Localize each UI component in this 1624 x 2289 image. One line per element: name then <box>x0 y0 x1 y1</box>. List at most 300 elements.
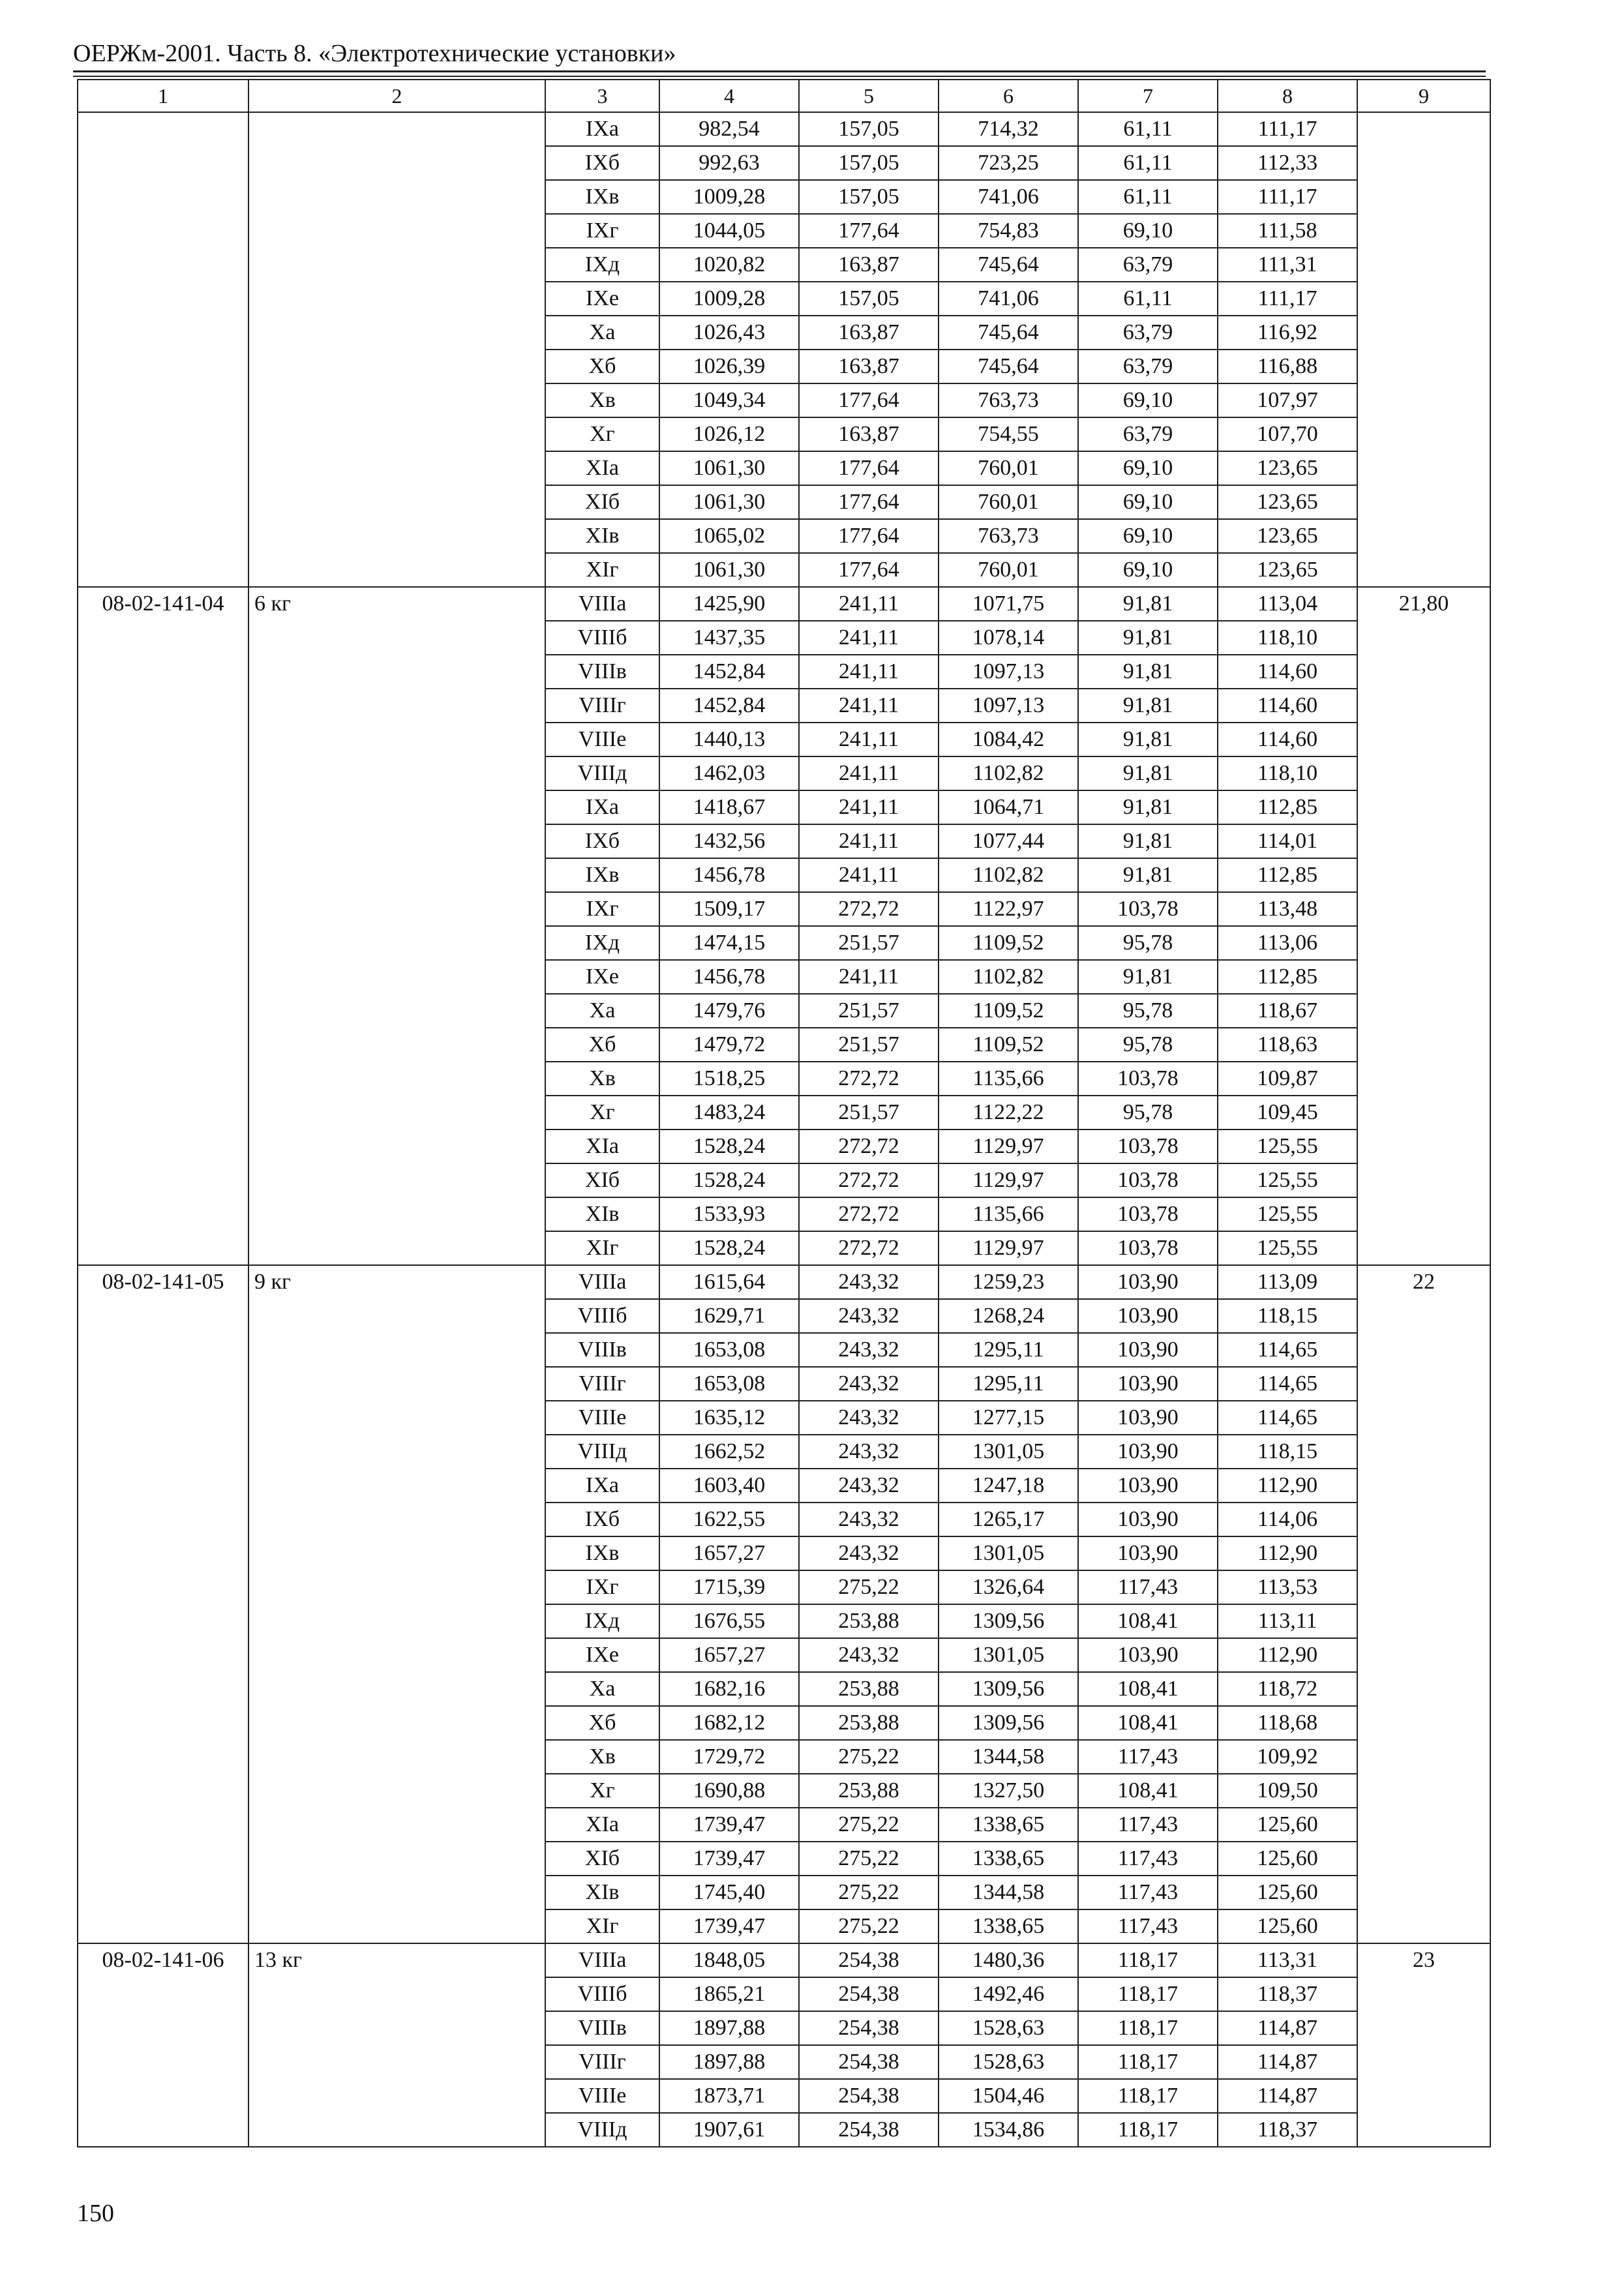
value-cell: 108,41 <box>1078 1706 1218 1740</box>
value-cell: 763,73 <box>939 519 1078 553</box>
value-cell: 1129,97 <box>939 1163 1078 1197</box>
value-cell: 1615,64 <box>659 1265 799 1299</box>
value-cell: 125,60 <box>1218 1909 1357 1943</box>
page-number: 150 <box>77 2200 114 2227</box>
zone-cell: XIа <box>545 451 659 485</box>
value-cell: 1676,55 <box>659 1604 799 1638</box>
value-cell: 118,10 <box>1218 756 1357 790</box>
rate-name: 6 кг <box>248 587 545 1265</box>
column-number: 3 <box>545 80 659 112</box>
value-cell: 1109,52 <box>939 994 1078 1028</box>
value-cell: 272,72 <box>799 1163 939 1197</box>
value-cell: 109,92 <box>1218 1740 1357 1774</box>
value-cell: 107,70 <box>1218 417 1357 451</box>
value-cell: 1897,88 <box>659 2045 799 2079</box>
value-cell: 1690,88 <box>659 1774 799 1808</box>
value-cell: 243,32 <box>799 1367 939 1401</box>
value-cell: 118,17 <box>1078 1943 1218 1977</box>
value-cell: 1509,17 <box>659 892 799 926</box>
labor-value <box>1357 112 1490 587</box>
value-cell: 118,37 <box>1218 1977 1357 2011</box>
value-cell: 1061,30 <box>659 553 799 587</box>
value-cell: 112,33 <box>1218 146 1357 180</box>
value-cell: 1097,13 <box>939 655 1078 689</box>
value-cell: 754,83 <box>939 214 1078 248</box>
value-cell: 1729,72 <box>659 1740 799 1774</box>
zone-cell: VIIIе <box>545 723 659 756</box>
zone-cell: XIб <box>545 1163 659 1197</box>
value-cell: 109,50 <box>1218 1774 1357 1808</box>
price-table <box>77 79 1491 2147</box>
zone-cell: XIб <box>545 485 659 519</box>
value-cell: 1326,64 <box>939 1570 1078 1604</box>
value-cell: 91,81 <box>1078 756 1218 790</box>
value-cell: 1309,56 <box>939 1672 1078 1706</box>
value-cell: 1533,93 <box>659 1197 799 1231</box>
value-cell: 103,78 <box>1078 892 1218 926</box>
value-cell: 114,60 <box>1218 689 1357 723</box>
value-cell: 745,64 <box>939 316 1078 350</box>
value-cell: 103,90 <box>1078 1638 1218 1672</box>
value-cell: 114,60 <box>1218 723 1357 756</box>
zone-cell: XIв <box>545 1197 659 1231</box>
value-cell: 1528,24 <box>659 1231 799 1265</box>
column-number: 7 <box>1078 80 1218 112</box>
value-cell: 157,05 <box>799 146 939 180</box>
zone-cell: Xв <box>545 383 659 417</box>
value-cell: 108,41 <box>1078 1774 1218 1808</box>
column-number: 6 <box>939 80 1078 112</box>
value-cell: 1026,12 <box>659 417 799 451</box>
value-cell: 177,64 <box>799 553 939 587</box>
value-cell: 103,90 <box>1078 1265 1218 1299</box>
zone-cell: Xа <box>545 316 659 350</box>
value-cell: 157,05 <box>799 180 939 214</box>
value-cell: 1528,24 <box>659 1163 799 1197</box>
zone-cell: XIг <box>545 1909 659 1943</box>
zone-cell: IXа <box>545 112 659 146</box>
value-cell: 243,32 <box>799 1536 939 1570</box>
rate-code: 08-02-141-05 <box>78 1265 248 1943</box>
value-cell: 116,92 <box>1218 316 1357 350</box>
value-cell: 157,05 <box>799 282 939 316</box>
value-cell: 1327,50 <box>939 1774 1078 1808</box>
value-cell: 243,32 <box>799 1638 939 1672</box>
value-cell: 1020,82 <box>659 248 799 282</box>
value-cell: 118,72 <box>1218 1672 1357 1706</box>
value-cell: 1102,82 <box>939 858 1078 892</box>
zone-cell: VIIIа <box>545 1265 659 1299</box>
value-cell: 275,22 <box>799 1570 939 1604</box>
value-cell: 1907,61 <box>659 2113 799 2147</box>
value-cell: 1528,63 <box>939 2045 1078 2079</box>
value-cell: 745,64 <box>939 350 1078 383</box>
zone-cell: VIIIе <box>545 1401 659 1435</box>
value-cell: 103,90 <box>1078 1469 1218 1503</box>
zone-cell: IXе <box>545 960 659 994</box>
value-cell: 1129,97 <box>939 1231 1078 1265</box>
value-cell: 243,32 <box>799 1503 939 1536</box>
value-cell: 1135,66 <box>939 1197 1078 1231</box>
zone-cell: IXг <box>545 214 659 248</box>
value-cell: 254,38 <box>799 2011 939 2045</box>
rate-name <box>248 112 545 587</box>
zone-cell: Xг <box>545 1774 659 1808</box>
value-cell: 177,64 <box>799 485 939 519</box>
value-cell: 763,73 <box>939 383 1078 417</box>
value-cell: 1865,21 <box>659 1977 799 2011</box>
value-cell: 63,79 <box>1078 316 1218 350</box>
table-row <box>78 587 1490 621</box>
value-cell: 125,60 <box>1218 1876 1357 1909</box>
value-cell: 275,22 <box>799 1909 939 1943</box>
value-cell: 253,88 <box>799 1706 939 1740</box>
column-number-row <box>78 80 1490 112</box>
table-row <box>78 1943 1490 1977</box>
value-cell: 275,22 <box>799 1808 939 1842</box>
value-cell: 114,65 <box>1218 1333 1357 1367</box>
value-cell: 251,57 <box>799 1096 939 1130</box>
value-cell: 103,90 <box>1078 1401 1218 1435</box>
column-number: 2 <box>248 80 545 112</box>
zone-cell: XIв <box>545 1876 659 1909</box>
value-cell: 61,11 <box>1078 180 1218 214</box>
value-cell: 1848,05 <box>659 1943 799 1977</box>
zone-cell: XIа <box>545 1130 659 1163</box>
value-cell: 992,63 <box>659 146 799 180</box>
value-cell: 113,09 <box>1218 1265 1357 1299</box>
value-cell: 1657,27 <box>659 1536 799 1570</box>
value-cell: 1662,52 <box>659 1435 799 1469</box>
value-cell: 118,17 <box>1078 1977 1218 2011</box>
value-cell: 112,90 <box>1218 1536 1357 1570</box>
zone-cell: XIг <box>545 553 659 587</box>
value-cell: 1534,86 <box>939 2113 1078 2147</box>
value-cell: 1739,47 <box>659 1909 799 1943</box>
value-cell: 114,06 <box>1218 1503 1357 1536</box>
value-cell: 1432,56 <box>659 824 799 858</box>
value-cell: 1061,30 <box>659 485 799 519</box>
value-cell: 741,06 <box>939 282 1078 316</box>
value-cell: 241,11 <box>799 756 939 790</box>
column-number: 1 <box>78 80 248 112</box>
value-cell: 1622,55 <box>659 1503 799 1536</box>
value-cell: 243,32 <box>799 1299 939 1333</box>
value-cell: 114,60 <box>1218 655 1357 689</box>
value-cell: 163,87 <box>799 350 939 383</box>
value-cell: 118,10 <box>1218 621 1357 655</box>
value-cell: 243,32 <box>799 1401 939 1435</box>
value-cell: 118,15 <box>1218 1299 1357 1333</box>
value-cell: 91,81 <box>1078 587 1218 621</box>
value-cell: 91,81 <box>1078 689 1218 723</box>
value-cell: 1044,05 <box>659 214 799 248</box>
value-cell: 117,43 <box>1078 1876 1218 1909</box>
value-cell: 272,72 <box>799 1231 939 1265</box>
value-cell: 1897,88 <box>659 2011 799 2045</box>
value-cell: 114,65 <box>1218 1367 1357 1401</box>
value-cell: 1456,78 <box>659 858 799 892</box>
rate-code: 08-02-141-04 <box>78 587 248 1265</box>
value-cell: 1259,23 <box>939 1265 1078 1299</box>
value-cell: 69,10 <box>1078 451 1218 485</box>
value-cell: 61,11 <box>1078 146 1218 180</box>
value-cell: 1739,47 <box>659 1842 799 1876</box>
value-cell: 1049,34 <box>659 383 799 417</box>
value-cell: 114,01 <box>1218 824 1357 858</box>
value-cell: 123,65 <box>1218 485 1357 519</box>
value-cell: 114,87 <box>1218 2011 1357 2045</box>
value-cell: 1026,39 <box>659 350 799 383</box>
value-cell: 1129,97 <box>939 1130 1078 1163</box>
value-cell: 241,11 <box>799 858 939 892</box>
value-cell: 163,87 <box>799 248 939 282</box>
value-cell: 1682,16 <box>659 1672 799 1706</box>
value-cell: 1109,52 <box>939 1028 1078 1062</box>
value-cell: 1873,71 <box>659 2079 799 2113</box>
value-cell: 118,63 <box>1218 1028 1357 1062</box>
value-cell: 1528,24 <box>659 1130 799 1163</box>
zone-cell: VIIIа <box>545 1943 659 1977</box>
zone-cell: XIа <box>545 1808 659 1842</box>
value-cell: 63,79 <box>1078 417 1218 451</box>
value-cell: 118,17 <box>1078 2011 1218 2045</box>
value-cell: 1135,66 <box>939 1062 1078 1096</box>
value-cell: 1437,35 <box>659 621 799 655</box>
zone-cell: XIг <box>545 1231 659 1265</box>
zone-cell: VIIIг <box>545 2045 659 2079</box>
value-cell: 251,57 <box>799 994 939 1028</box>
value-cell: 1071,75 <box>939 587 1078 621</box>
value-cell: 95,78 <box>1078 926 1218 960</box>
value-cell: 114,87 <box>1218 2079 1357 2113</box>
value-cell: 272,72 <box>799 1197 939 1231</box>
value-cell: 272,72 <box>799 892 939 926</box>
value-cell: 1425,90 <box>659 587 799 621</box>
zone-cell: Xв <box>545 1062 659 1096</box>
value-cell: 113,06 <box>1218 926 1357 960</box>
value-cell: 1102,82 <box>939 960 1078 994</box>
value-cell: 275,22 <box>799 1842 939 1876</box>
value-cell: 241,11 <box>799 723 939 756</box>
value-cell: 760,01 <box>939 553 1078 587</box>
labor-value: 22 <box>1357 1265 1490 1943</box>
value-cell: 1682,12 <box>659 1706 799 1740</box>
value-cell: 111,17 <box>1218 282 1357 316</box>
zone-cell: IXб <box>545 146 659 180</box>
zone-cell: VIIIг <box>545 689 659 723</box>
value-cell: 95,78 <box>1078 994 1218 1028</box>
value-cell: 723,25 <box>939 146 1078 180</box>
value-cell: 1479,72 <box>659 1028 799 1062</box>
value-cell: 1635,12 <box>659 1401 799 1435</box>
value-cell: 118,15 <box>1218 1435 1357 1469</box>
zone-cell: IXа <box>545 790 659 824</box>
value-cell: 1009,28 <box>659 282 799 316</box>
zone-cell: VIIIб <box>545 621 659 655</box>
value-cell: 125,55 <box>1218 1130 1357 1163</box>
value-cell: 107,97 <box>1218 383 1357 417</box>
value-cell: 125,55 <box>1218 1197 1357 1231</box>
value-cell: 982,54 <box>659 112 799 146</box>
value-cell: 112,85 <box>1218 858 1357 892</box>
value-cell: 125,60 <box>1218 1842 1357 1876</box>
value-cell: 103,78 <box>1078 1130 1218 1163</box>
value-cell: 91,81 <box>1078 824 1218 858</box>
value-cell: 116,88 <box>1218 350 1357 383</box>
zone-cell: IXа <box>545 1469 659 1503</box>
value-cell: 1528,63 <box>939 2011 1078 2045</box>
zone-cell: IXе <box>545 1638 659 1672</box>
value-cell: 1480,36 <box>939 1943 1078 1977</box>
value-cell: 243,32 <box>799 1435 939 1469</box>
value-cell: 118,68 <box>1218 1706 1357 1740</box>
value-cell: 1301,05 <box>939 1638 1078 1672</box>
header-rule <box>73 70 1486 72</box>
value-cell: 111,17 <box>1218 180 1357 214</box>
value-cell: 1456,78 <box>659 960 799 994</box>
value-cell: 1745,40 <box>659 1876 799 1909</box>
value-cell: 103,90 <box>1078 1299 1218 1333</box>
value-cell: 111,31 <box>1218 248 1357 282</box>
value-cell: 754,55 <box>939 417 1078 451</box>
zone-cell: VIIIг <box>545 1367 659 1401</box>
value-cell: 1452,84 <box>659 689 799 723</box>
value-cell: 241,11 <box>799 621 939 655</box>
value-cell: 241,11 <box>799 587 939 621</box>
zone-cell: Xб <box>545 1706 659 1740</box>
rate-code: 08-02-141-06 <box>78 1943 248 2147</box>
value-cell: 254,38 <box>799 2079 939 2113</box>
zone-cell: Xв <box>545 1740 659 1774</box>
rate-code <box>78 112 248 587</box>
value-cell: 114,87 <box>1218 2045 1357 2079</box>
value-cell: 177,64 <box>799 383 939 417</box>
value-cell: 63,79 <box>1078 248 1218 282</box>
value-cell: 118,17 <box>1078 2113 1218 2147</box>
value-cell: 1084,42 <box>939 723 1078 756</box>
value-cell: 714,32 <box>939 112 1078 146</box>
value-cell: 1653,08 <box>659 1333 799 1367</box>
value-cell: 1277,15 <box>939 1401 1078 1435</box>
zone-cell: IXв <box>545 180 659 214</box>
value-cell: 103,78 <box>1078 1197 1218 1231</box>
value-cell: 1077,44 <box>939 824 1078 858</box>
value-cell: 117,43 <box>1078 1842 1218 1876</box>
value-cell: 1102,82 <box>939 756 1078 790</box>
value-cell: 114,65 <box>1218 1401 1357 1435</box>
zone-cell: VIIIд <box>545 1435 659 1469</box>
value-cell: 1338,65 <box>939 1842 1078 1876</box>
value-cell: 117,43 <box>1078 1909 1218 1943</box>
value-cell: 1295,11 <box>939 1333 1078 1367</box>
value-cell: 1603,40 <box>659 1469 799 1503</box>
column-number: 9 <box>1357 80 1490 112</box>
value-cell: 91,81 <box>1078 960 1218 994</box>
value-cell: 254,38 <box>799 1943 939 1977</box>
value-cell: 111,58 <box>1218 214 1357 248</box>
zone-cell: Xг <box>545 1096 659 1130</box>
zone-cell: IXд <box>545 248 659 282</box>
value-cell: 118,37 <box>1218 2113 1357 2147</box>
zone-cell: VIIIд <box>545 2113 659 2147</box>
value-cell: 1474,15 <box>659 926 799 960</box>
value-cell: 760,01 <box>939 485 1078 519</box>
zone-cell: VIIIб <box>545 1299 659 1333</box>
value-cell: 123,65 <box>1218 519 1357 553</box>
value-cell: 1418,67 <box>659 790 799 824</box>
value-cell: 254,38 <box>799 2113 939 2147</box>
zone-cell: VIIIв <box>545 655 659 689</box>
value-cell: 91,81 <box>1078 858 1218 892</box>
value-cell: 1295,11 <box>939 1367 1078 1401</box>
value-cell: 1653,08 <box>659 1367 799 1401</box>
value-cell: 61,11 <box>1078 282 1218 316</box>
value-cell: 1657,27 <box>659 1638 799 1672</box>
value-cell: 177,64 <box>799 519 939 553</box>
value-cell: 177,64 <box>799 214 939 248</box>
table-row <box>78 1265 1490 1299</box>
value-cell: 95,78 <box>1078 1028 1218 1062</box>
value-cell: 113,53 <box>1218 1570 1357 1604</box>
header-rule-secondary <box>73 76 1486 77</box>
value-cell: 251,57 <box>799 926 939 960</box>
value-cell: 1078,14 <box>939 621 1078 655</box>
value-cell: 91,81 <box>1078 621 1218 655</box>
value-cell: 272,72 <box>799 1130 939 1163</box>
page-header: ОЕРЖм-2001. Часть 8. «Электротехнические установки» <box>73 40 676 67</box>
value-cell: 123,65 <box>1218 553 1357 587</box>
zone-cell: IXд <box>545 926 659 960</box>
value-cell: 241,11 <box>799 655 939 689</box>
value-cell: 95,78 <box>1078 1096 1218 1130</box>
value-cell: 113,31 <box>1218 1943 1357 1977</box>
value-cell: 1301,05 <box>939 1536 1078 1570</box>
zone-cell: XIв <box>545 519 659 553</box>
value-cell: 275,22 <box>799 1876 939 1909</box>
value-cell: 1265,17 <box>939 1503 1078 1536</box>
zone-cell: VIIIв <box>545 2011 659 2045</box>
value-cell: 103,78 <box>1078 1231 1218 1265</box>
value-cell: 112,90 <box>1218 1638 1357 1672</box>
value-cell: 117,43 <box>1078 1740 1218 1774</box>
value-cell: 1122,22 <box>939 1096 1078 1130</box>
value-cell: 1097,13 <box>939 689 1078 723</box>
value-cell: 103,90 <box>1078 1503 1218 1536</box>
value-cell: 253,88 <box>799 1672 939 1706</box>
value-cell: 243,32 <box>799 1333 939 1367</box>
value-cell: 118,17 <box>1078 2045 1218 2079</box>
value-cell: 1462,03 <box>659 756 799 790</box>
value-cell: 251,57 <box>799 1028 939 1062</box>
value-cell: 241,11 <box>799 824 939 858</box>
value-cell: 163,87 <box>799 316 939 350</box>
value-cell: 125,55 <box>1218 1231 1357 1265</box>
value-cell: 118,67 <box>1218 994 1357 1028</box>
value-cell: 1344,58 <box>939 1876 1078 1909</box>
value-cell: 69,10 <box>1078 519 1218 553</box>
zone-cell: VIIIд <box>545 756 659 790</box>
value-cell: 1064,71 <box>939 790 1078 824</box>
value-cell: 117,43 <box>1078 1808 1218 1842</box>
column-number: 8 <box>1218 80 1357 112</box>
value-cell: 157,05 <box>799 112 939 146</box>
value-cell: 1301,05 <box>939 1435 1078 1469</box>
value-cell: 125,60 <box>1218 1808 1357 1842</box>
value-cell: 1338,65 <box>939 1909 1078 1943</box>
value-cell: 1504,46 <box>939 2079 1078 2113</box>
value-cell: 91,81 <box>1078 655 1218 689</box>
